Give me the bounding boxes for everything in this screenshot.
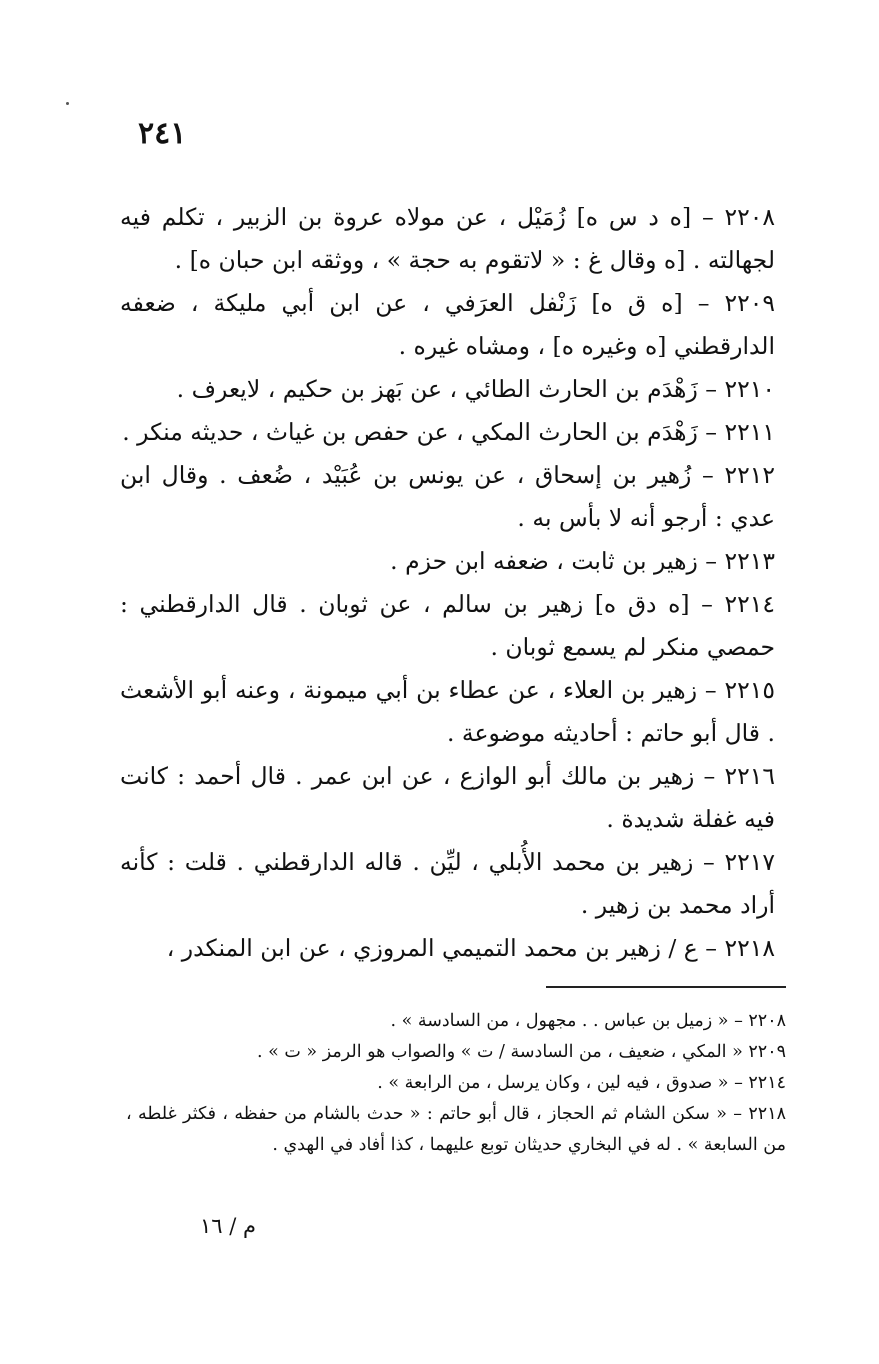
entry-2216: ٢٢١٦ – زهير بن مالك أبو الوازع ، عن ابن عمر . قال أحمد : كانت فيه غفلة شديدة . — [120, 762, 775, 833]
signature-mark: م / ١٦ — [200, 1214, 256, 1238]
entry-2214: ٢٢١٤ – [ه دق ه] زهير بن سالم ، عن ثوبان . قال الدارقطني : حمصي منكر لم يسمع ثوبان . — [120, 590, 775, 661]
entry-2210: ٢٢١٠ – زَهْدَم بن الحارث الطائي ، عن بَهز بن حكيم ، لايعرف . — [176, 375, 775, 403]
footnote-2209: ٢٢٠٩ « المكي ، ضعيف ، من السادسة / ت » والصواب هو الرمز « ت » . — [257, 1042, 786, 1062]
entry-2212: ٢٢١٢ – زُهير بن إسحاق ، عن يونس بن عُبَيْد ، ضُعف . وقال ابن عدي : أرجو أنه لا بأس به . — [120, 461, 775, 532]
footnote-2218: ٢٢١٨ – « سكن الشام ثم الحجاز ، قال أبو حاتم : « حدث بالشام من حفظه ، فكثر غلطه ، من السابعة » . له في البخاري حديثان توبع عليهما ، كذا أفاد في الهدي . — [126, 1104, 786, 1155]
entry-2211: ٢٢١١ – زَهْدَم بن الحارث المكي ، عن حفص بن غياث ، حديثه منكر . — [122, 418, 775, 446]
entry-2218: ٢٢١٨ – ع / زهير بن محمد التميمي المروزي ، عن ابن المنكدر ، — [166, 934, 775, 962]
footnote-2214: ٢٢١٤ – « صدوق ، فيه لين ، وكان يرسل ، من الرابعة » . — [377, 1073, 786, 1093]
entry-2208: ٢٢٠٨ – [ه د س ه] زُمَيْل ، عن مولاه عروة بن الزبير ، تكلم فيه لجهالته . [ه وقال غ : « لاتقوم به حجة » ، ووثقه ابن حبان ه] . — [120, 203, 775, 274]
footnote-2208: ٢٢٠٨ – « زميل بن عباس . . مجهول ، من السادسة » . — [390, 1011, 786, 1031]
main-text — [120, 196, 775, 970]
page-number: ٢٤١ — [138, 116, 187, 151]
entry-2213: ٢٢١٣ – زهير بن ثابت ، ضعفه ابن حزم . — [390, 547, 775, 575]
footnote-divider — [546, 986, 786, 988]
print-speck — [66, 102, 69, 105]
footnotes — [126, 1006, 786, 1161]
entry-2215: ٢٢١٥ – زهير بن العلاء ، عن عطاء بن أبي ميمونة ، وعنه أبو الأشعث . قال أبو حاتم : أحاديثه موضوعة . — [120, 676, 775, 747]
entry-2209: ٢٢٠٩ – [ه ق ه] زَنْفل العرَفي ، عن ابن أبي مليكة ، ضعفه الدارقطني [ه وغيره ه] ، ومشاه غيره . — [120, 289, 775, 360]
entry-2217: ٢٢١٧ – زهير بن محمد الأُبلي ، ليِّن . قاله الدارقطني . قلت : كأنه أراد محمد بن زهير . — [120, 848, 775, 919]
